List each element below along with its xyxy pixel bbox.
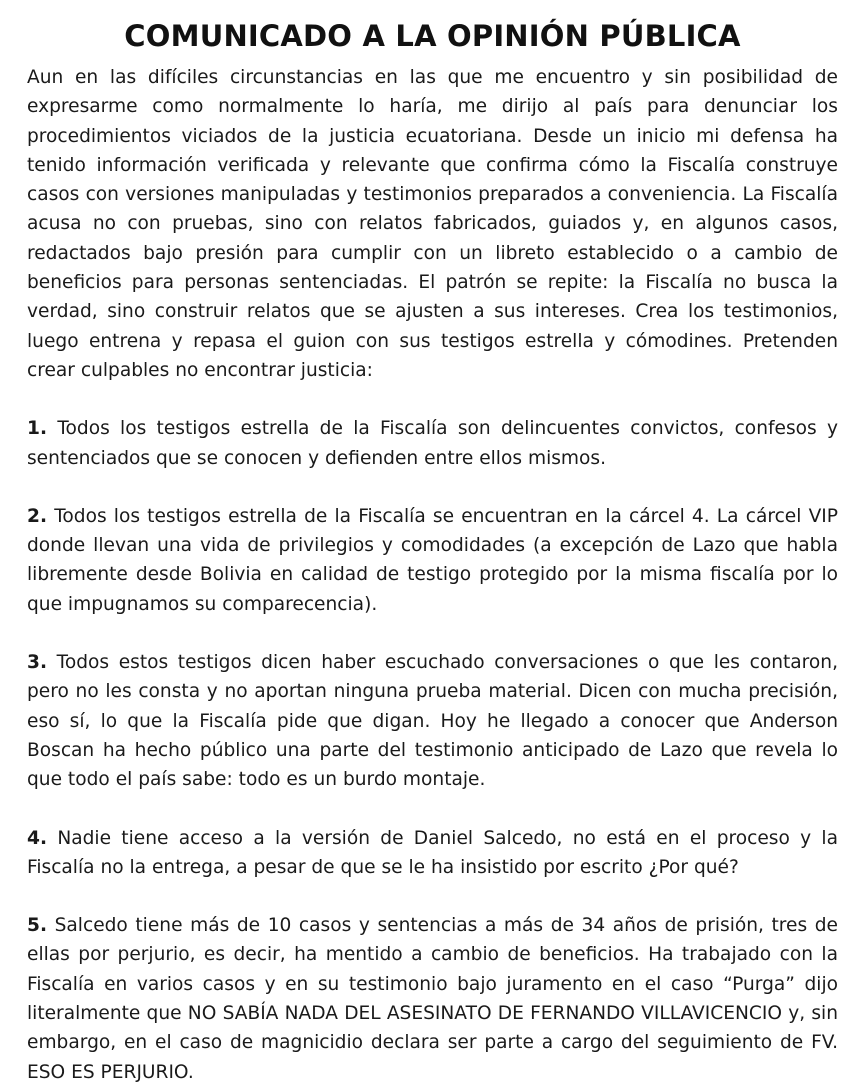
item-text: Salcedo tiene más de 10 casos y sentencias a más de 34 años de prisión, tres de ellas por perjurio, es decir, ha mentido a cambio de beneficios. Ha trabajado con la Fiscalía en varios casos y en su testimonio bajo juramento en el caso “Purga” dijo literalmente que NO SABÍA NADA DEL ASESINATO DE FERNANDO VILLAVICENCIO y, sin embargo, en el caso de magnicidio declara ser parte a cargo del seguimiento de FV. ESO ES PERJURIO. <box>27 915 838 1083</box>
item-number: 3. <box>27 652 48 674</box>
item-number: 1. <box>27 418 48 440</box>
item-text: Todos los testigos estrella de la Fiscalía se encuentran en la cárcel 4. La cárcel VIP donde llevan una vida de privilegios y comodidades (a excepción de Lazo que habla libremente desde Bolivia en calidad de testigo protegido por la misma fiscalía por lo que impugnamos su comparecencia). <box>27 505 838 615</box>
list-item-5 <box>27 911 838 1087</box>
item-text: Todos estos testigos dicen haber escuchado conversaciones o que les contaron, pero no les consta y no aportan ninguna prueba material. Dicen con mucha precisión, eso sí, lo que la Fiscalía pide que digan. Hoy he llegado a conocer que Anderson Boscan ha hecho público una parte del testimonio anticipado de Lazo que revela lo que todo el país sabe: todo es un burdo montaje. <box>27 652 838 791</box>
item-number: 5. <box>27 915 48 937</box>
list-item-3 <box>27 648 838 794</box>
list-item-1 <box>27 414 838 473</box>
list-item-4 <box>27 824 838 883</box>
list-item-2 <box>27 502 838 619</box>
item-number: 4. <box>27 827 48 849</box>
intro-paragraph: Aun en las difíciles circunstancias en las que me encuentro y sin posibilidad de expresarme como normalmente lo haría, me dirijo al país para denunciar los procedimientos viciados de la justicia ecuatoriana. Desde un inicio mi defensa ha tenido información verificada y relevante que confirma cómo la Fiscalía construye casos con versiones manipuladas y testimonios preparados a conveniencia. La Fiscalía acusa no con pruebas, sino con relatos fabricados, guiados y, en algunos casos, redactados bajo presión para cumplir con un libreto establecido o a cambio de beneficios para personas sentenciadas. El patrón se repite: la Fiscalía no busca la verdad, sino construir relatos que se ajusten a sus intereses. Crea los testimonios, luego entrena y repasa el guion con sus testigos estrella y cómodines. Pretenden crear culpables no encontrar justicia: <box>27 67 838 381</box>
item-text: Nadie tiene acceso a la versión de Daniel Salcedo, no está en el proceso y la Fiscalía no la entrega, a pesar de que se le ha insistido por escrito ¿Por qué? <box>27 827 838 878</box>
item-number: 2. <box>27 505 48 527</box>
page-title: COMUNICADO A LA OPINIÓN PÚBLICA <box>124 19 741 53</box>
item-text: Todos los testigos estrella de la Fiscalía son delincuentes convictos, confesos y sentenciados que se conocen y defienden entre ellos mismos. <box>27 418 838 469</box>
